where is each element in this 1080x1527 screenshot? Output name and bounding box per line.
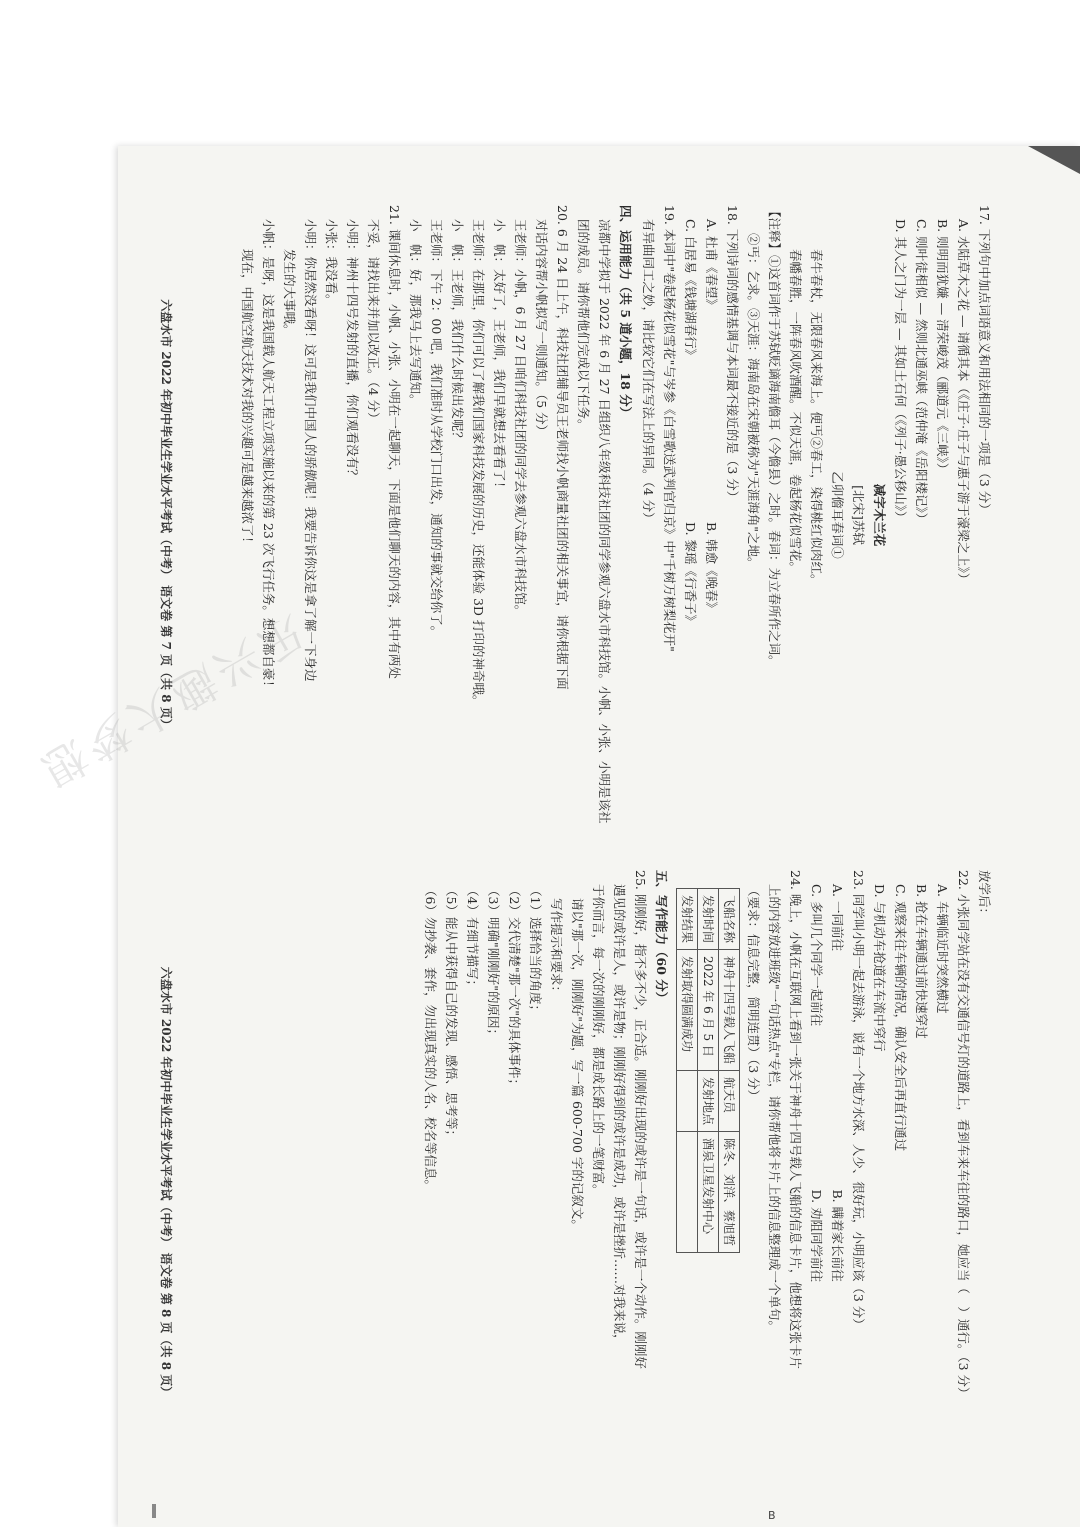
dialogue-line: 王老师：下午 2：00 吧，我们准时从学校门口出发，通知的事就交给你了。 <box>429 219 444 639</box>
q23-option-a: A. 一同前往 <box>830 884 845 951</box>
q19-stem-cont: 有异曲同工之妙，请比较它们在写法上的异同。（4 分） <box>641 219 656 525</box>
q25-requirements-title: 写作提示和要求： <box>549 898 564 999</box>
q24-stem-cont: 上的内容放进班级"一句话热点"专栏，请你帮他将卡片上的信息整理成一个单句。 <box>767 884 782 1334</box>
q25-requirement: （6）勿抄袭、套作，勿出现真实的人名、校名等信息。 <box>423 884 438 1192</box>
exam-page-7 <box>155 205 995 825</box>
q18-stem: 18. 下列诗词的感情基调与本词最不接近的是（3 分） <box>725 205 740 504</box>
folded-corner <box>1028 146 1080 174</box>
q20-context: 凉都中学拟于 2022 年 6 月 27 日组织八年级科技社团的同学参观六盘水市科技馆。小帆、小张、小明是该社团的成员。请你帮他们完成以下任务。 <box>576 219 612 824</box>
table-row <box>677 889 698 1253</box>
chat-line-cont: 现在，中国航空航天技术对我的兴趣可是越来越浓了！ <box>240 249 255 550</box>
table-cell: 发射地点 <box>698 1071 719 1132</box>
q25-prompt: 请以"那一次，刚刚好"为题，写一篇 600-700 字的记叙文。 <box>570 898 585 1232</box>
q17-stem: 17. 下列句中加点词语意义和用法相同的一项是（3 分） <box>977 205 992 516</box>
q22-stem: 22. 小张同学站在没有交通信号灯的道路上，看到车来车往的路口，她应当（ ）通行。（3 分） <box>956 870 971 1400</box>
table-row <box>698 889 719 1253</box>
after-school-label: 放学后： <box>977 870 992 921</box>
q22-option-a: A. 车辆临近时突然横过 <box>935 884 950 1014</box>
poem-title: 减字木兰花 <box>872 483 887 547</box>
table-cell: 飞船名称 <box>719 889 740 950</box>
dialogue-line: 王老师：在那里，你们可以了解我们国家科技发展的历史，还能体验 3D 打印的神奇哦。 <box>471 219 486 708</box>
q22-option-c: C. 观察来往车辆的情况，确认安全后再直行通过 <box>893 884 908 1152</box>
chat-line-cont: 发生的大事哦。 <box>282 249 297 337</box>
section-5-heading: 五、写作能力（60 分） <box>654 870 669 1005</box>
page-mark: B <box>768 1509 776 1522</box>
poem-line-1: 春牛春杖，无限春风来海上。便丐②春工，染得桃红似肉红。 <box>809 249 824 587</box>
table-cell: 发射时间 <box>698 889 719 950</box>
poem-note-1: 【注释】①这首词作于苏轼贬谪海南儋耳（今儋县）之时。春词：为立春所作之词。 <box>767 205 782 668</box>
chat-line: 小明：神州十四号发射的直播，你们观看没有？ <box>345 219 360 482</box>
poem-line-2: 春幡春胜，一阵春风吹酒醒。不似天涯，卷起杨花似雪花。 <box>788 249 803 575</box>
poem-note-2: ②丐：乞求。③天涯：海南岛在宋朝被称为"天涯海角"之地。 <box>746 233 761 570</box>
q25-requirement: （1）选择恰当的角度； <box>528 884 543 1017</box>
q23-stem: 23. 同学叫小明一起去游泳，说有一个地方水深、人少、很好玩，小明应该（3 分） <box>851 870 866 1331</box>
q18-option-a: A. 杜甫《春望》 <box>704 219 719 311</box>
q23-option-c: C. 多叫几个同学一起前往 <box>809 884 824 1027</box>
page-8-footer: 六盘水市 2022 年初中毕业生学业水平考试（中考） 语文卷 第 8 页（共 8 页） <box>159 966 173 1399</box>
q18-option-c: C. 白居易《钱塘湖春行》 <box>683 219 698 362</box>
table-cell: 2022 年 6 月 5 日 <box>698 950 719 1071</box>
chat-line: 小张：我没看。 <box>324 219 339 307</box>
q18-options-row-2 <box>680 205 701 825</box>
dialogue-line: 小 帆：太好了，王老师，我们早就想去看看了！ <box>492 219 507 495</box>
table-cell: 航天员 <box>719 1071 740 1132</box>
rotated-exam-spread <box>27 205 995 1495</box>
chat-line: 小明：你居然没看呀！这可是我们中国人的骄傲呢！我要告诉你这是拿了解一下身边 <box>303 219 318 682</box>
q22-option-b: B. 抢在车辆通过前快速穿过 <box>914 884 929 1039</box>
q24-stem: 24. 晚上，小帆在互联网上看到一张关于神舟十四号载人飞船的信息卡片，他想将这张卡片 <box>788 870 803 1369</box>
q20-stem: 20. 6 月 24 日上午，科技社团辅导员王老师找小帆商量社团的相关事宜，请你根据下面 <box>555 205 570 690</box>
poem-author: [北宋]苏轼 <box>851 485 866 545</box>
q25-stem-cont: 于你而言，每一次的刚刚好，都是成长路上的一笔财富。 <box>591 884 606 1197</box>
q22-option-d: D. 与机动车抢道在车流中穿行 <box>872 884 887 1052</box>
q17-option-c: C. 则叶徒相似 — 然则北通巫峡（范仲淹《岳阳楼记》） <box>914 219 929 526</box>
table-cell: 神舟十四号载人飞船 <box>719 950 740 1071</box>
table-row <box>719 889 740 1253</box>
q19-stem: 19. 本词中"卷起杨花似雪花"与岑参《白雪歌送武判官归京》中"千树万树梨花开" <box>662 205 677 652</box>
q21-stem: 21. 课间休息时，小帆、小张、小明在一起聊天，下面是他们聊天的内容，其中有两处 <box>387 205 402 679</box>
table-cell: 陈冬、刘洋、蔡旭哲 <box>719 1132 740 1253</box>
q17-option-b: B. 则明而犹嫌 — 清荣峻茂（郦道元《三峡》） <box>935 219 950 476</box>
q25-requirement: （4）有细节描写； <box>465 884 480 992</box>
exam-page-8 <box>155 870 995 1495</box>
q18-option-d: D. 黎瑶《行香子》 <box>683 522 698 628</box>
spacecraft-info-card <box>676 888 740 1253</box>
section-4-heading: 四、运用能力（共 5 道小题，18 分） <box>618 205 633 420</box>
q20-stem-cont: 对话内容帮小帆拟写一则通知。（5 分） <box>534 219 549 438</box>
table-cell: 发射结果 <box>677 889 698 950</box>
q17-option-d: D. 其人之门为一层 — 其如土石何（《列子·愚公移山》） <box>893 219 908 524</box>
watermark: 乐兴趣大梦想 <box>27 603 313 798</box>
q25-stem-cont: 遇见的或许是人，或许是物；刚刚好得到的或许是成功，或许是挫折……对我来说， <box>612 884 627 1347</box>
q23-options-row-1 <box>827 870 848 1495</box>
q23-option-d: D. 劝阻同学前往 <box>809 1189 824 1283</box>
q18-options-row-1 <box>701 205 722 825</box>
dialogue-line: 王老师：小帆，6 月 27 日咱们科技社团的同学去参观六盘水市科技馆。 <box>513 219 528 618</box>
q23-option-b: B. 瞒着家长前往 <box>830 1189 845 1282</box>
q25-requirement: （5）能从中获得自己的发现、感悟、思考等； <box>444 884 459 1142</box>
q18-option-b: B. 韩愈《晚春》 <box>704 522 719 615</box>
q25-stem: 25. 刚刚好，指不多不少，正合适。刚刚好出现的或许是一句话，或许是一个动作。刚刚好 <box>633 870 648 1369</box>
dialogue-line: 小 帆：王老师，我们什么时候出发呢？ <box>450 219 465 445</box>
scan-mark <box>152 1504 156 1518</box>
q25-requirement: （3）明确"刚刚好"的原因； <box>486 884 501 1041</box>
table-cell <box>677 1071 698 1132</box>
table-cell <box>677 1132 698 1253</box>
table-cell: 发射取得圆满成功 <box>677 950 698 1071</box>
q25-requirement: （2）交代清楚"那一次"的具体事件； <box>507 884 522 1091</box>
q24-requirement: （要求：信息完整，简明连贯）（3 分） <box>746 884 761 1103</box>
poem-subtitle: 乙卯儋耳春词① <box>830 471 845 559</box>
page-7-footer: 六盘水市 2022 年初中毕业生学业水平考试（中考） 语文卷 第 7 页（共 8 页） <box>159 299 173 731</box>
table-cell: 酒泉卫星发射中心 <box>698 1132 719 1253</box>
dialogue-line: 小 帆：好，那我马上去写通知。 <box>408 219 423 407</box>
q21-stem-cont: 不妥，请找出来并加以改正。（4 分） <box>366 219 381 425</box>
q23-options-row-2 <box>806 870 827 1495</box>
q17-option-a: A. 水陆草木之花 — 请循其本（《庄子·庄子与惠子游于濠梁之上》） <box>956 219 971 586</box>
chat-line: 小帆：是呀，这是我国载人航天工程立项实施以来的第 23 次飞行任务。想想都自豪！ <box>261 219 276 693</box>
